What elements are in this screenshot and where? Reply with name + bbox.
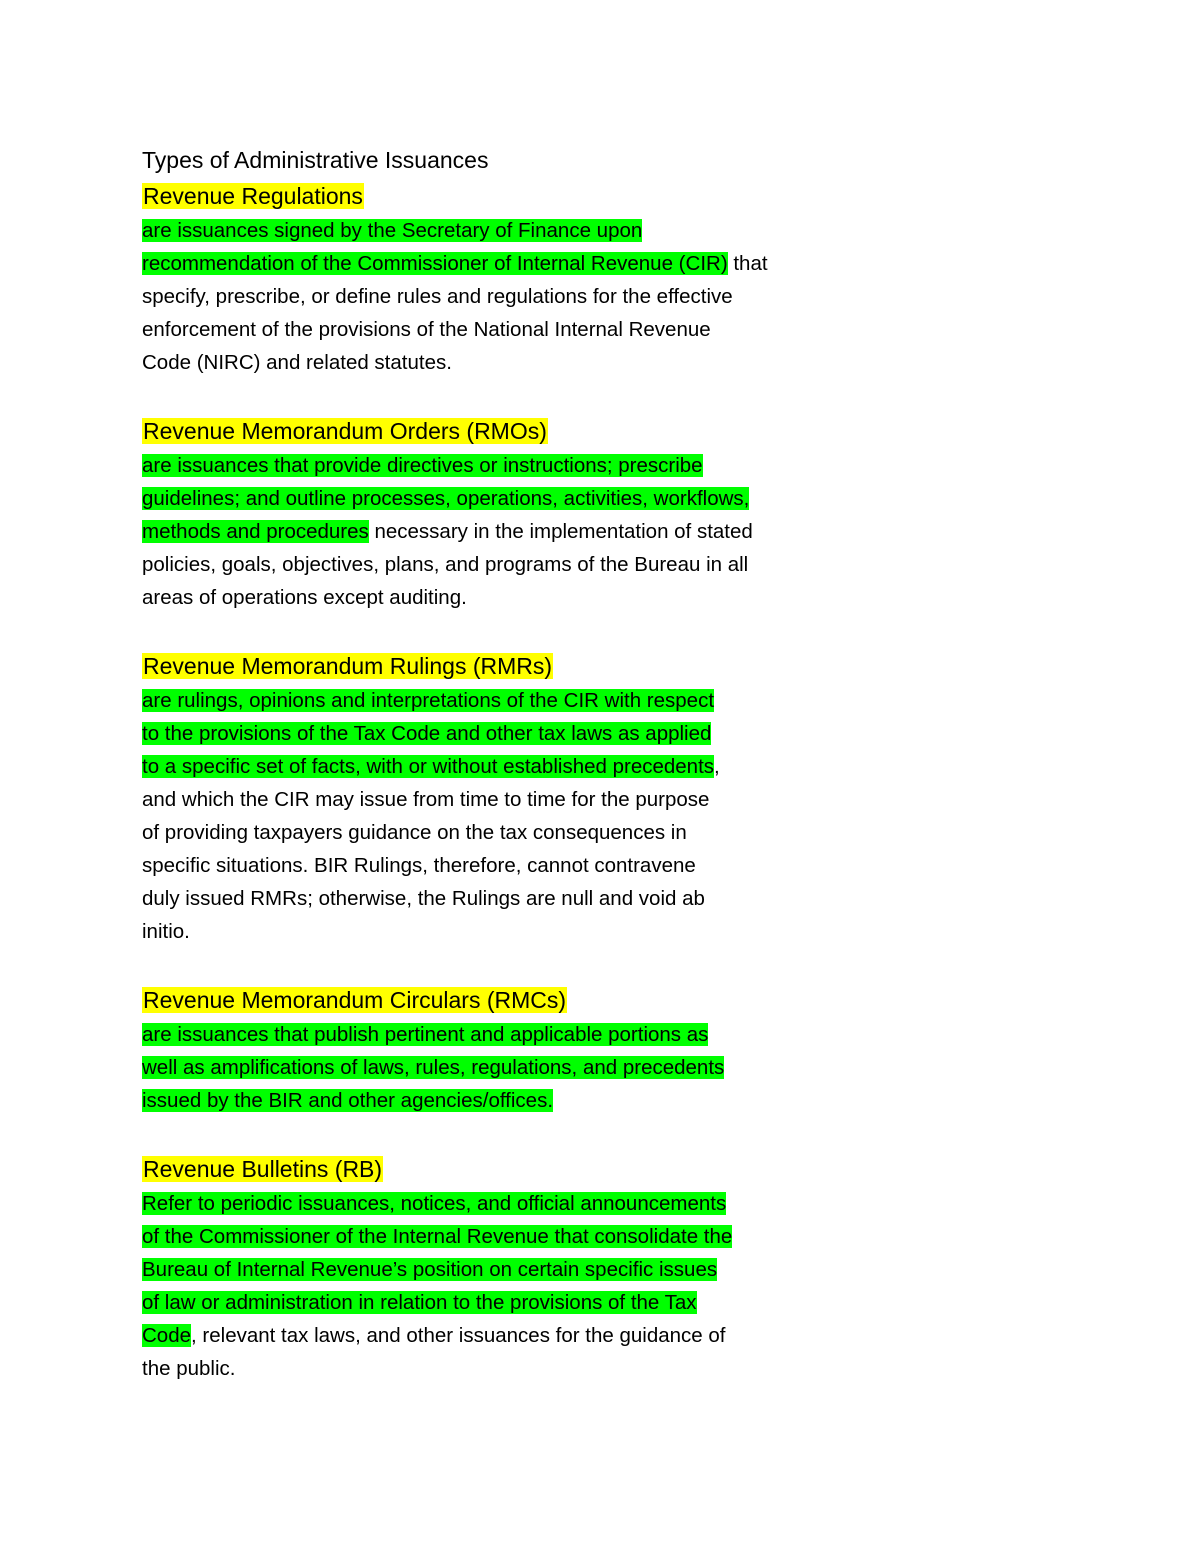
highlighted-text: guidelines; and outline processes, operations, activities, workflows, [142, 487, 750, 510]
text-line [142, 449, 822, 482]
section-revenue-memorandum-rulings [142, 648, 822, 948]
highlighted-text: to a specific set of facts, with or without established precedents [142, 755, 715, 778]
text-line [142, 1187, 822, 1220]
text-line [142, 581, 822, 614]
plain-text: necessary in the implementation of stated [368, 520, 753, 543]
text-line [142, 280, 822, 313]
plain-text: the public. [142, 1357, 236, 1380]
section-heading [142, 178, 822, 214]
plain-text: specific situations. BIR Rulings, therefore, cannot contravene [142, 854, 696, 877]
text-line [142, 1319, 822, 1352]
text-line [142, 750, 822, 783]
text-line [142, 313, 822, 346]
text-line [142, 684, 822, 717]
plain-text: Code (NIRC) and related statutes. [142, 351, 452, 374]
section-heading [142, 413, 822, 449]
plain-text: , relevant tax laws, and other issuances for the guidance of [191, 1324, 726, 1347]
text-line [142, 783, 822, 816]
highlighted-text: are rulings, opinions and interpretations of the CIR with respect [142, 689, 715, 712]
heading-highlight: Revenue Bulletins (RB) [143, 1156, 383, 1182]
highlighted-text: Bureau of Internal Revenue’s position on certain specific issues [142, 1258, 718, 1281]
plain-text: specify, prescribe, or define rules and regulations for the effective [142, 285, 733, 308]
text-line [142, 1051, 822, 1084]
highlighted-text: are issuances that publish pertinent and applicable portions as [142, 1023, 709, 1046]
highlighted-text: of law or administration in relation to the provisions of the Tax [142, 1291, 697, 1314]
plain-text: initio. [142, 920, 190, 943]
document-body [142, 142, 822, 1385]
section-revenue-memorandum-circulars [142, 982, 822, 1117]
text-line [142, 849, 822, 882]
plain-text: of providing taxpayers guidance on the tax consequences in [142, 821, 687, 844]
text-line [142, 548, 822, 581]
heading-highlight: Revenue Memorandum Rulings (RMRs) [143, 653, 553, 679]
text-line [142, 482, 822, 515]
highlighted-text: are issuances signed by the Secretary of Finance upon [142, 219, 643, 242]
section-revenue-memorandum-orders [142, 413, 822, 614]
highlighted-text: recommendation of the Commissioner of Internal Revenue (CIR) [142, 252, 728, 275]
highlighted-text: to the provisions of the Tax Code and other tax laws as applied [142, 722, 712, 745]
text-line [142, 346, 822, 379]
text-line [142, 247, 822, 280]
text-line [142, 816, 822, 849]
plain-text: , [714, 755, 720, 778]
plain-text: duly issued RMRs; otherwise, the Rulings are null and void ab [142, 887, 705, 910]
text-line [142, 717, 822, 750]
text-line [142, 515, 822, 548]
heading-highlight: Revenue Regulations [143, 183, 363, 209]
section-revenue-regulations [142, 178, 822, 379]
document-title: Types of Administrative Issuances [142, 147, 489, 173]
plain-text: enforcement of the provisions of the National Internal Revenue [142, 318, 711, 341]
text-line [142, 915, 822, 948]
section-heading [142, 648, 822, 684]
section-heading [142, 1151, 822, 1187]
text-line [142, 1286, 822, 1319]
text-line [142, 1084, 822, 1117]
plain-text: that [727, 252, 768, 275]
plain-text: areas of operations except auditing. [142, 586, 467, 609]
section-heading [142, 982, 822, 1018]
text-line [142, 882, 822, 915]
text-line [142, 214, 822, 247]
heading-highlight: Revenue Memorandum Circulars (RMCs) [143, 987, 567, 1013]
text-line [142, 1352, 822, 1385]
highlighted-text: Code [142, 1324, 192, 1347]
highlighted-text: methods and procedures [142, 520, 369, 543]
heading-highlight: Revenue Memorandum Orders (RMOs) [143, 418, 547, 444]
section-revenue-bulletins [142, 1151, 822, 1385]
text-line [142, 1018, 822, 1051]
highlighted-text: well as amplifications of laws, rules, regulations, and precedents [142, 1056, 725, 1079]
text-line [142, 1253, 822, 1286]
highlighted-text: of the Commissioner of the Internal Revenue that consolidate the [142, 1225, 733, 1248]
plain-text: policies, goals, objectives, plans, and programs of the Bureau in all [142, 553, 749, 576]
plain-text: and which the CIR may issue from time to time for the purpose [142, 788, 710, 811]
highlighted-text: issued by the BIR and other agencies/offices. [142, 1089, 554, 1112]
highlighted-text: are issuances that provide directives or instructions; prescribe [142, 454, 703, 477]
highlighted-text: Refer to periodic issuances, notices, and official announcements [142, 1192, 727, 1215]
text-line [142, 1220, 822, 1253]
